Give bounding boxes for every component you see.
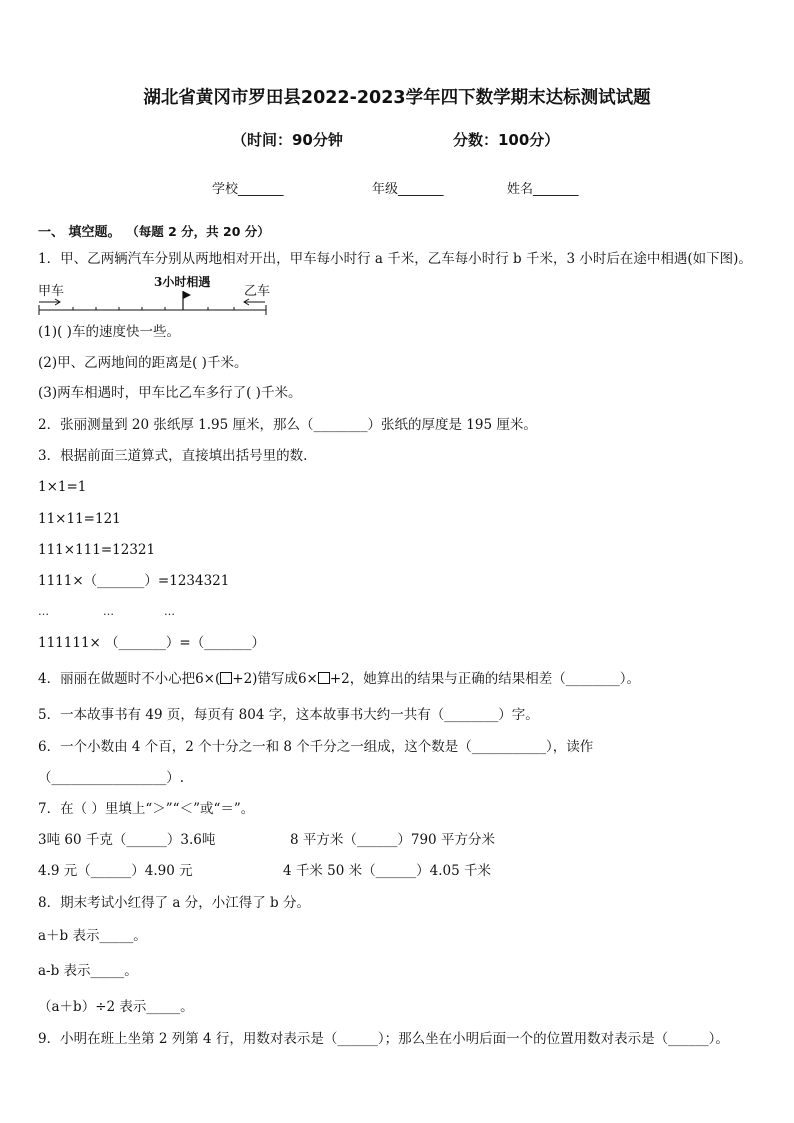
q4-expr-wrong-b: +2 xyxy=(329,671,350,687)
question-6-line-2: （_________________）. xyxy=(38,770,185,786)
q7-item-d: 4 千米 50 米（______）4.05 千米 xyxy=(283,863,491,879)
q3-ellipsis: … xyxy=(38,605,49,618)
q3-line-5: 111111× （_______）=（_______） xyxy=(38,635,265,651)
car-b-label: 乙车 xyxy=(244,284,271,299)
q8-item-c: （a＋b）÷2 表示_____。 xyxy=(38,999,194,1015)
q4-expr-correct-b: +2) xyxy=(232,671,258,687)
school-field: 学校_______ xyxy=(212,182,284,197)
q8-item-a: a＋b 表示_____。 xyxy=(38,928,147,944)
question-5: 5．一本故事书有 49 页，每页有 804 字，这本故事书大约一共有（________）字。 xyxy=(38,707,539,723)
page-title: 湖北省黄冈市罗田县2022-2023学年四下数学期末达标测试试题 xyxy=(143,88,651,108)
blank-box-icon xyxy=(220,672,232,684)
q3-line-4: 1111×（_______）=1234321 xyxy=(38,573,230,589)
question-4 xyxy=(38,669,640,689)
meet-label: 3小时相遇 xyxy=(154,275,211,289)
q3-line-2: 11×11=121 xyxy=(38,511,121,527)
question-9: 9．小明在班上坐第 2 列第 4 行，用数对表示是（______）；那么坐在小明后面一个的位置用数对表示是（______）。 xyxy=(38,1031,729,1047)
question-8-stem: 8．期末考试小红得了 a 分，小江得了 b 分。 xyxy=(38,895,310,911)
question-7-stem: 7．在（ ）里填上“＞”“＜”或“＝”。 xyxy=(38,801,255,817)
q4-text-post: ，她算出的结果与正确的结果相差（________）。 xyxy=(349,671,640,687)
car-a-label: 甲车 xyxy=(38,284,65,299)
q4-expr-wrong-a: 6× xyxy=(297,671,318,687)
q3-ellipsis: … xyxy=(164,605,175,618)
q7-item-c: 4.9 元（______）4.90 元 xyxy=(38,863,193,879)
question-3-stem: 3．根据前面三道算式，直接填出括号里的数. xyxy=(38,448,308,464)
question-6-line-1: 6．一个小数由 4 个百，2 个十分之一和 8 个千分之一组成，这个数是（___________），读作 xyxy=(38,739,594,755)
q3-line-3: 111×111=12321 xyxy=(38,542,156,558)
section-note: （每题 2 分，共 20 分） xyxy=(132,224,270,239)
q4-text-pre: 4．丽丽在做题时不小心把 xyxy=(38,671,196,687)
blank-box-icon xyxy=(318,672,330,684)
q3-ellipsis: … xyxy=(103,605,114,618)
grade-field: 年级_______ xyxy=(372,182,444,197)
section-title: 一、 填空题。 xyxy=(38,225,121,240)
q3-line-1: 1×1=1 xyxy=(38,479,87,495)
question-1-part-1: (1)( )车的速度快一些。 xyxy=(38,324,180,340)
q8-item-b: a-b 表示_____。 xyxy=(38,963,138,979)
question-2: 2．张丽测量到 20 张纸厚 1.95 厘米，那么（________）张纸的厚度是 195 厘米。 xyxy=(38,417,537,433)
question-1-stem: 1．甲、乙两辆汽车分别从两地相对开出，甲车每小时行 a 千米，乙车每小时行 b 千米，3 小时后在途中相遇(如下图)。 xyxy=(38,251,752,267)
question-1-part-3: (3)两车相遇时，甲车比乙车多行了( )千米。 xyxy=(38,385,302,401)
exam-time: （时间：90分钟 xyxy=(232,131,343,149)
meeting-diagram xyxy=(38,272,278,316)
name-field: 姓名_______ xyxy=(507,182,579,197)
flag-icon xyxy=(183,291,191,299)
q7-item-b: 8 平方米（______）790 平方分米 xyxy=(290,832,495,848)
question-1-part-2: (2)甲、乙两地间的距离是( )千米。 xyxy=(38,355,248,371)
exam-score: 分数：100分） xyxy=(453,131,560,149)
q7-item-a: 3吨 60 千克（______）3.6吨 xyxy=(38,832,216,848)
section-heading xyxy=(38,222,270,243)
q4-expr-correct-a: 6×( xyxy=(195,671,221,687)
q4-text-mid: 错写成 xyxy=(257,671,298,687)
